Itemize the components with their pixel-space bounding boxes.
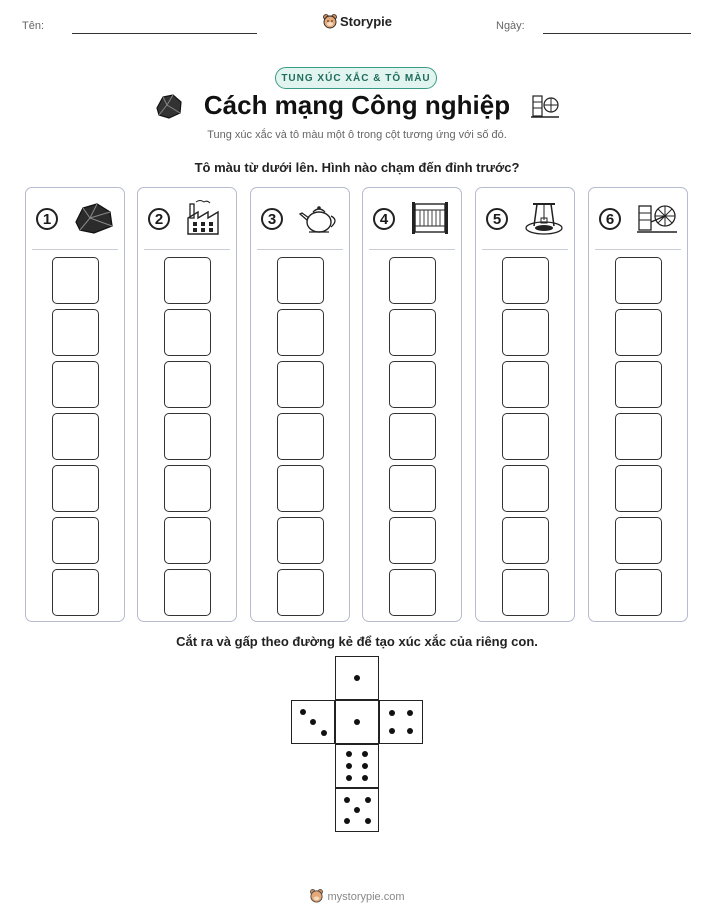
race-column-5 — [475, 187, 575, 622]
race-column-2 — [137, 187, 237, 622]
color-cell[interactable] — [277, 413, 324, 460]
color-cell[interactable] — [277, 361, 324, 408]
steam-engine-icon — [635, 200, 679, 241]
color-cell[interactable] — [502, 309, 549, 356]
dice-pip — [346, 763, 352, 769]
bear-icon — [309, 888, 324, 906]
column-divider — [257, 249, 343, 250]
activity-badge: TUNG XÚC XẮC & TÔ MÀU — [275, 67, 437, 89]
dice-pip — [407, 710, 413, 716]
column-number: 5 — [486, 208, 508, 230]
color-cell[interactable] — [502, 361, 549, 408]
dice-pip — [407, 728, 413, 734]
color-cell[interactable] — [389, 413, 436, 460]
color-cell[interactable] — [615, 257, 662, 304]
dice-pip — [362, 763, 368, 769]
color-cell[interactable] — [277, 569, 324, 616]
dice-face-4 — [379, 700, 423, 744]
column-number: 1 — [36, 208, 58, 230]
column-divider — [369, 249, 455, 250]
color-cell[interactable] — [52, 465, 99, 512]
color-cell[interactable] — [615, 309, 662, 356]
dice-face-5 — [335, 788, 379, 832]
dice-pip — [389, 728, 395, 734]
footer — [0, 888, 714, 906]
color-cell[interactable] — [615, 517, 662, 564]
dice-instruction: Cắt ra và gấp theo đường kẻ để tạo xúc xắc của riêng con. — [176, 634, 538, 649]
color-cell[interactable] — [615, 361, 662, 408]
column-divider — [144, 249, 230, 250]
loom-icon — [409, 200, 453, 241]
column-number: 4 — [373, 208, 395, 230]
column-divider — [482, 249, 568, 250]
dice-face-6 — [335, 744, 379, 788]
brand-logo — [0, 13, 714, 32]
color-cell[interactable] — [389, 309, 436, 356]
color-cell[interactable] — [502, 257, 549, 304]
color-cell[interactable] — [52, 361, 99, 408]
factory-icon — [184, 200, 228, 241]
color-cell[interactable] — [164, 569, 211, 616]
color-cell[interactable] — [502, 413, 549, 460]
dice-pip — [310, 719, 316, 725]
color-cell[interactable] — [52, 569, 99, 616]
date-label: Ngày: — [496, 20, 525, 32]
dice-pip — [344, 818, 350, 824]
color-cell[interactable] — [52, 309, 99, 356]
name-label: Tên: — [22, 20, 45, 32]
dice-pip — [365, 818, 371, 824]
dice-pip — [354, 807, 360, 813]
color-cell[interactable] — [389, 465, 436, 512]
color-cell[interactable] — [277, 517, 324, 564]
color-cell[interactable] — [389, 517, 436, 564]
race-instruction: Tô màu từ dưới lên. Hình nào chạm đến đỉnh trước? — [194, 160, 520, 175]
page-title: Cách mạng Công nghiệp — [203, 90, 511, 120]
color-cell[interactable] — [164, 413, 211, 460]
dice-pip — [362, 775, 368, 781]
column-number: 6 — [599, 208, 621, 230]
dice-pip — [362, 751, 368, 757]
race-column-6 — [588, 187, 688, 622]
color-cell[interactable] — [615, 465, 662, 512]
bear-icon — [322, 13, 338, 32]
dice-pip — [365, 797, 371, 803]
color-cell[interactable] — [389, 257, 436, 304]
color-cell[interactable] — [52, 257, 99, 304]
dice-face-1 — [335, 656, 379, 700]
column-number: 2 — [148, 208, 170, 230]
dice-pip — [346, 751, 352, 757]
dice-pip — [389, 710, 395, 716]
color-cell[interactable] — [164, 257, 211, 304]
footer-url: mystorypie.com — [327, 891, 405, 903]
dice-pip — [354, 675, 360, 681]
column-divider — [32, 249, 118, 250]
race-column-1 — [25, 187, 125, 622]
dice-pip — [300, 709, 306, 715]
dice-face-1 — [335, 700, 379, 744]
date-line[interactable] — [543, 33, 691, 34]
color-cell[interactable] — [277, 257, 324, 304]
color-cell[interactable] — [615, 569, 662, 616]
color-cell[interactable] — [502, 517, 549, 564]
color-cell[interactable] — [615, 413, 662, 460]
page-subtitle: Tung xúc xắc và tô màu một ô trong cột tương ứng với số đó. — [207, 129, 507, 141]
mine-shaft-icon — [522, 200, 566, 241]
teapot-icon — [297, 200, 341, 241]
color-cell[interactable] — [502, 569, 549, 616]
color-cell[interactable] — [389, 361, 436, 408]
dice-pip — [321, 730, 327, 736]
brand-name: Storypie — [339, 14, 392, 29]
color-cell[interactable] — [164, 309, 211, 356]
color-cell[interactable] — [164, 361, 211, 408]
color-cell[interactable] — [389, 569, 436, 616]
coal-icon — [72, 200, 116, 241]
name-line[interactable] — [72, 33, 257, 34]
color-cell[interactable] — [164, 465, 211, 512]
color-cell[interactable] — [277, 465, 324, 512]
color-cell[interactable] — [52, 517, 99, 564]
column-number: 3 — [261, 208, 283, 230]
dice-pip — [354, 719, 360, 725]
race-column-3 — [250, 187, 350, 622]
dice-face-3 — [291, 700, 335, 744]
dice-pip — [344, 797, 350, 803]
steam-engine-icon — [530, 92, 560, 125]
color-cell[interactable] — [277, 309, 324, 356]
color-cell[interactable] — [502, 465, 549, 512]
dice-pip — [346, 775, 352, 781]
color-cell[interactable] — [52, 413, 99, 460]
color-cell[interactable] — [164, 517, 211, 564]
column-divider — [595, 249, 681, 250]
race-column-4 — [362, 187, 462, 622]
